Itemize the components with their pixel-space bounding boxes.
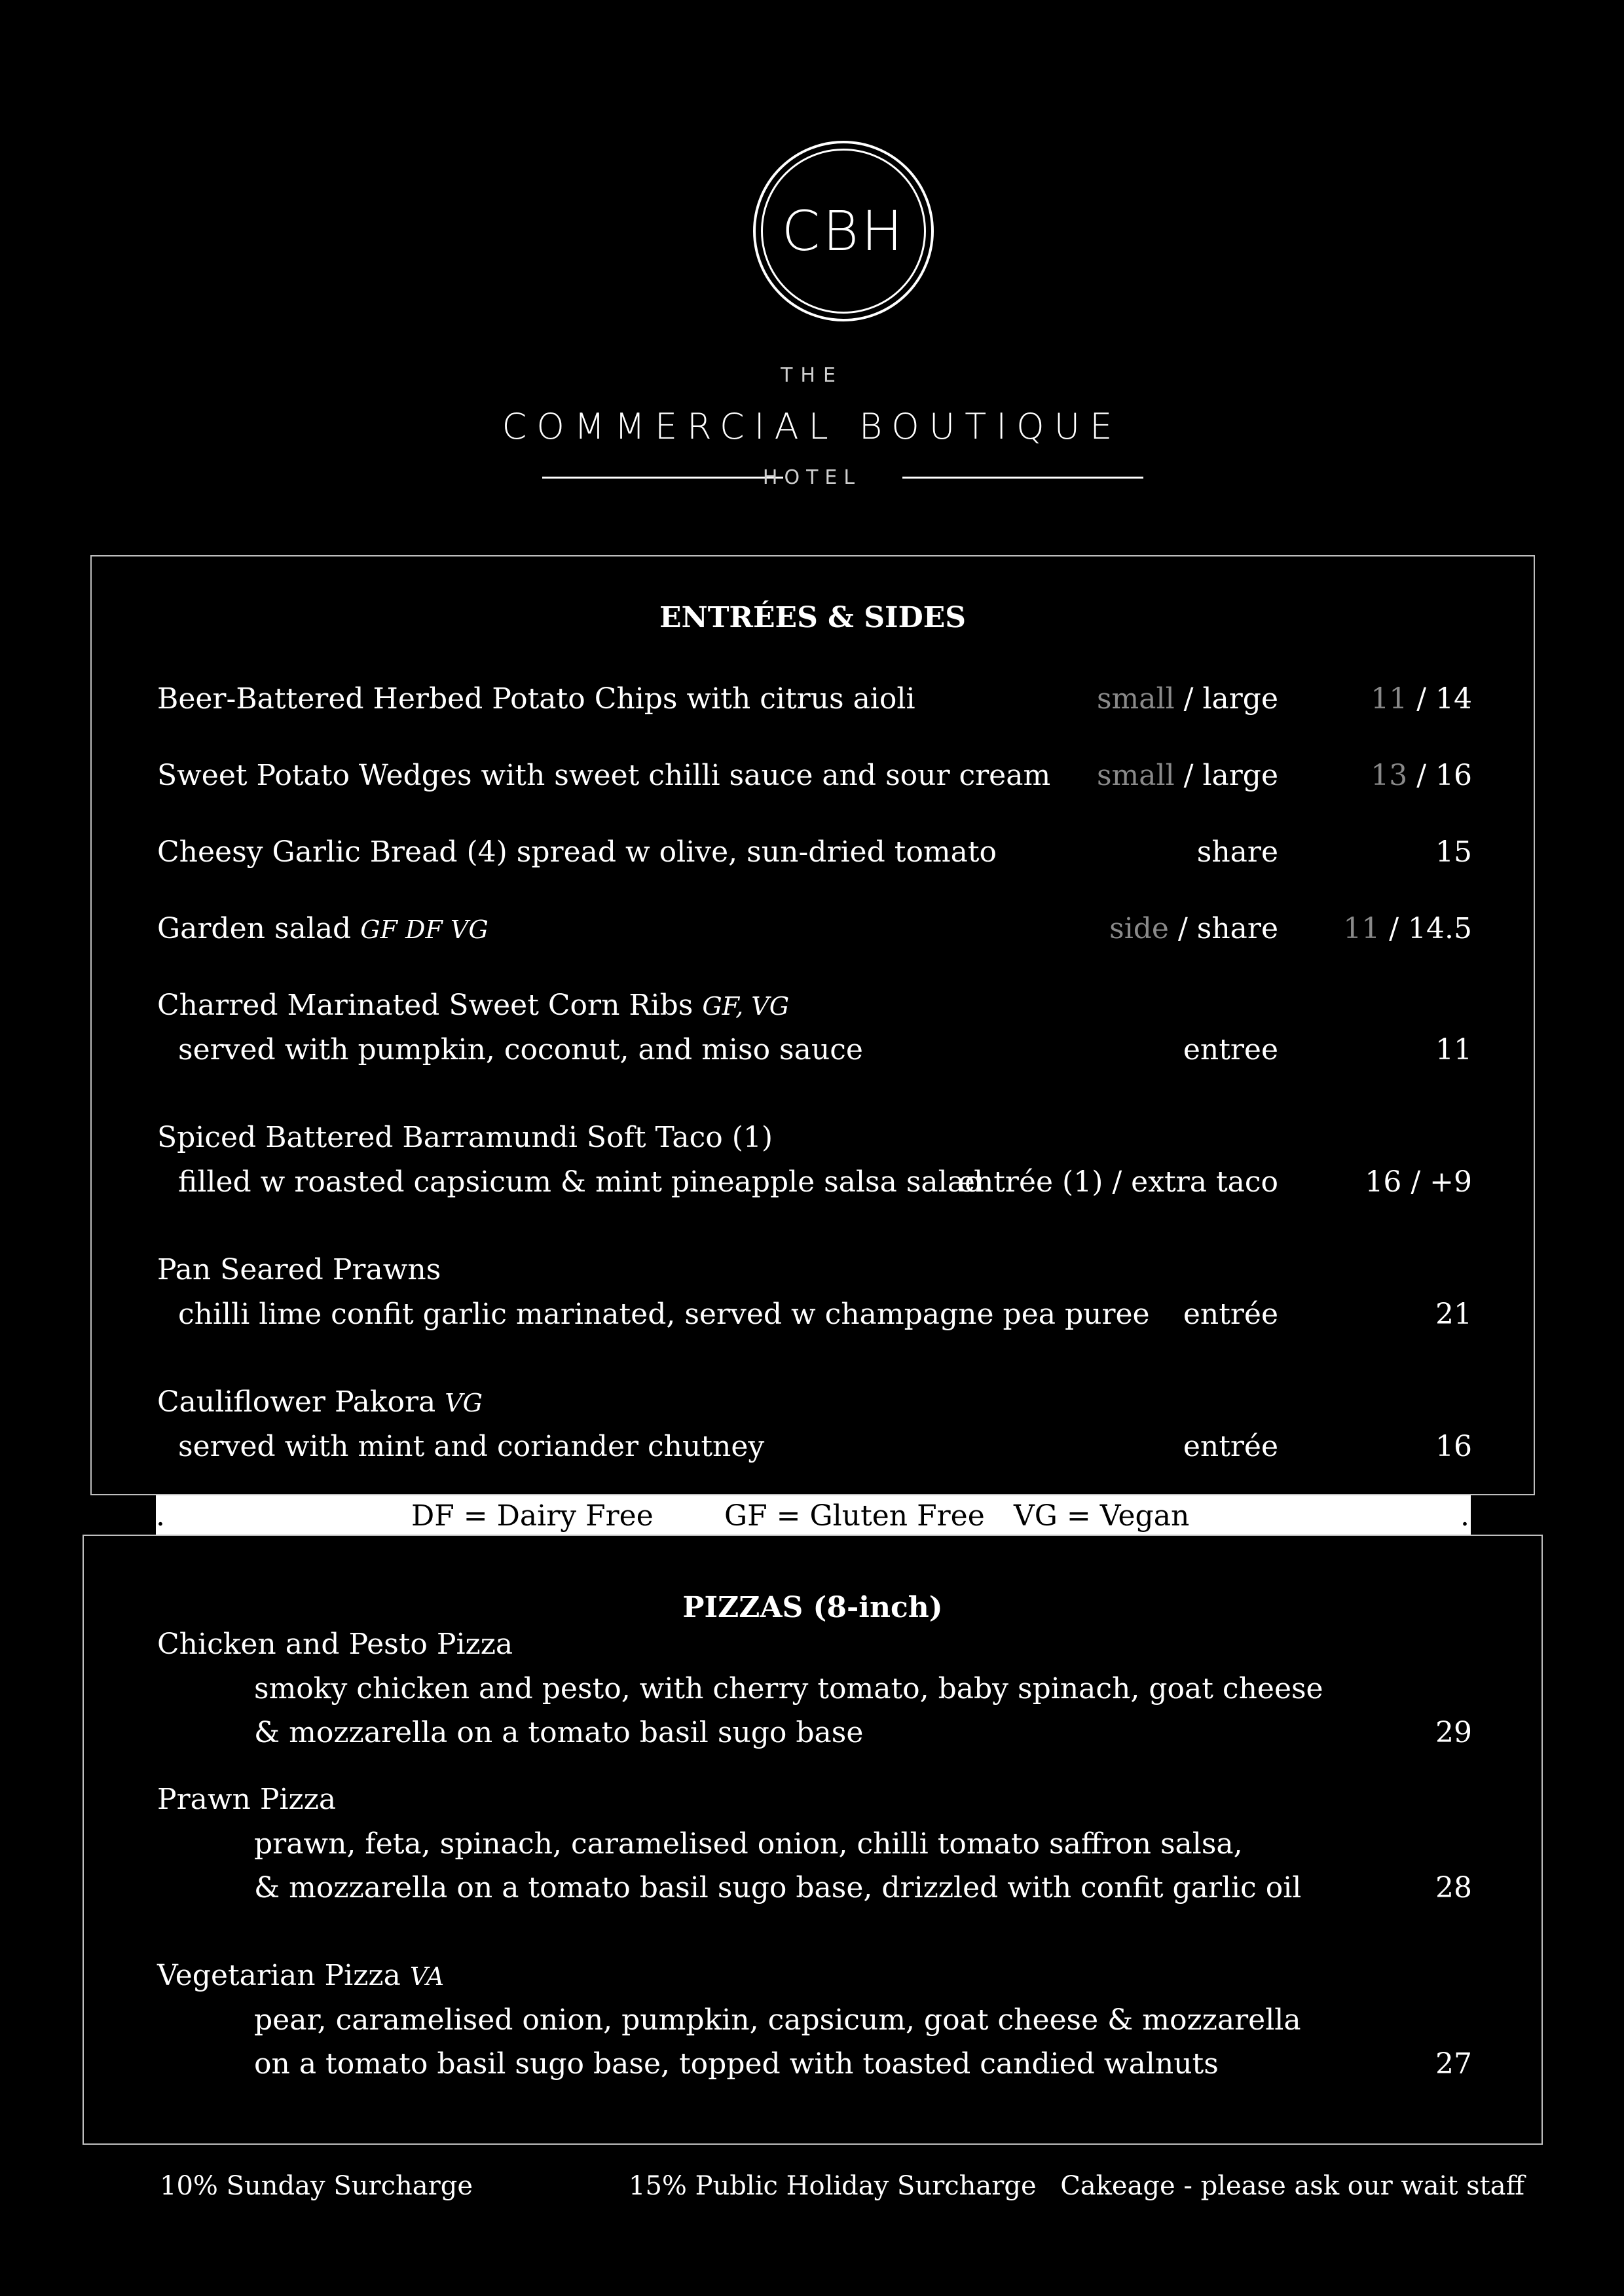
pizza-desc-line1: smoky chicken and pesto, with cherry tomato, baby spinach, goat cheese <box>254 1672 1323 1705</box>
pizza-price: 27 <box>1435 2047 1472 2081</box>
menu-item-size: entrée <box>1183 1430 1278 1463</box>
menu-item-name: Sweet Potato Wedges with sweet chilli sauce and sour cream <box>157 759 1051 792</box>
menu-item-size: small / large <box>1096 682 1278 716</box>
menu-item-name: Charred Marinated Sweet Corn Ribs GF, VG <box>157 989 790 1022</box>
brand-name: COMMERCIAL BOUTIQUE <box>502 406 1122 447</box>
menu-item-price: 16 / +9 <box>1365 1165 1472 1199</box>
menu-item-name: Garden salad GF DF VG <box>157 912 489 945</box>
footer-holiday-surcharge: 15% Public Holiday Surcharge <box>629 2171 1037 2201</box>
menu-item-price: 11 / 14 <box>1371 682 1472 716</box>
menu-item-price: 21 <box>1435 1298 1472 1331</box>
pizza-name: Vegetarian Pizza VA <box>157 1959 445 1992</box>
menu-item-size: share <box>1196 835 1278 869</box>
brand-rule-right <box>902 477 1143 479</box>
menu-item-size: entrée <box>1183 1298 1278 1331</box>
dietary-tag: VG <box>445 1389 483 1417</box>
menu-item-price: 11 <box>1435 1033 1472 1066</box>
menu-item-price: 13 / 16 <box>1371 759 1472 792</box>
menu-item-price: 15 <box>1435 835 1472 869</box>
dietary-tag: VA <box>409 1962 445 1991</box>
pizzas-section <box>83 1535 1543 2145</box>
dietary-legend <box>156 1495 1471 1535</box>
footer-sunday-surcharge: 10% Sunday Surcharge <box>160 2171 473 2201</box>
menu-item-desc: chilli lime confit garlic marinated, served w champagne pea puree <box>178 1298 1150 1331</box>
menu-item-size: entree <box>1183 1033 1278 1066</box>
pizzas-title: PIZZAS (8-inch) <box>682 1591 943 1624</box>
menu-item-name: Spiced Battered Barramundi Soft Taco (1) <box>157 1121 773 1154</box>
legend-df: DF = Dairy Free <box>411 1499 654 1533</box>
pizza-desc-line2: & mozzarella on a tomato basil sugo base, drizzled with confit garlic oil <box>254 1871 1302 1904</box>
legend-gf: GF = Gluten Free <box>724 1499 985 1533</box>
menu-item-desc: served with pumpkin, coconut, and miso sauce <box>178 1033 863 1066</box>
menu-item-name: Beer-Battered Herbed Potato Chips with citrus aioli <box>157 682 915 716</box>
menu-item-name: Pan Seared Prawns <box>157 1253 441 1286</box>
pizza-name: Prawn Pizza <box>157 1783 337 1816</box>
legend-vg: VG = Vegan <box>1014 1499 1190 1533</box>
menu-item-desc: served with mint and coriander chutney <box>178 1430 765 1463</box>
menu-item-price: 16 <box>1435 1430 1472 1463</box>
pizza-desc-line1: pear, caramelised onion, pumpkin, capsicum, goat cheese & mozzarella <box>254 2003 1301 2037</box>
dietary-tag: GF, VG <box>702 992 790 1021</box>
pizza-desc-line2: on a tomato basil sugo base, topped with toasted candied walnuts <box>254 2047 1219 2081</box>
pizza-desc-line2: & mozzarella on a tomato basil sugo base <box>254 1716 864 1749</box>
brand-hotel: HOTEL <box>762 466 862 489</box>
legend-dot-left: . <box>156 1499 165 1533</box>
pizza-price: 28 <box>1435 1871 1472 1904</box>
logo-monogram: CBH <box>781 199 906 263</box>
footer-cakeage: Cakeage - please ask our wait staff <box>1060 2171 1524 2201</box>
legend-dot-right: . <box>1460 1499 1469 1533</box>
brand-the: THE <box>781 364 843 387</box>
menu-item-size: entrée (1) / extra taco <box>957 1165 1278 1199</box>
menu-item-size: side / share <box>1109 912 1278 945</box>
menu-item-price: 11 / 14.5 <box>1343 912 1472 945</box>
menu-item-name: Cheesy Garlic Bread (4) spread w olive, sun-dried tomato <box>157 835 997 869</box>
dietary-tag: GF DF VG <box>360 915 489 944</box>
pizza-price: 29 <box>1435 1716 1472 1749</box>
menu-item-name: Cauliflower Pakora VG <box>157 1385 483 1419</box>
pizza-desc-line1: prawn, feta, spinach, caramelised onion, chilli tomato saffron salsa, <box>254 1827 1243 1861</box>
menu-item-size: small / large <box>1096 759 1278 792</box>
pizza-name: Chicken and Pesto Pizza <box>157 1628 513 1661</box>
menu-item-desc: filled w roasted capsicum & mint pineapple salsa salad <box>178 1165 984 1199</box>
entrees-section <box>90 555 1535 1495</box>
entrees-title: ENTRÉES & SIDES <box>659 601 967 634</box>
